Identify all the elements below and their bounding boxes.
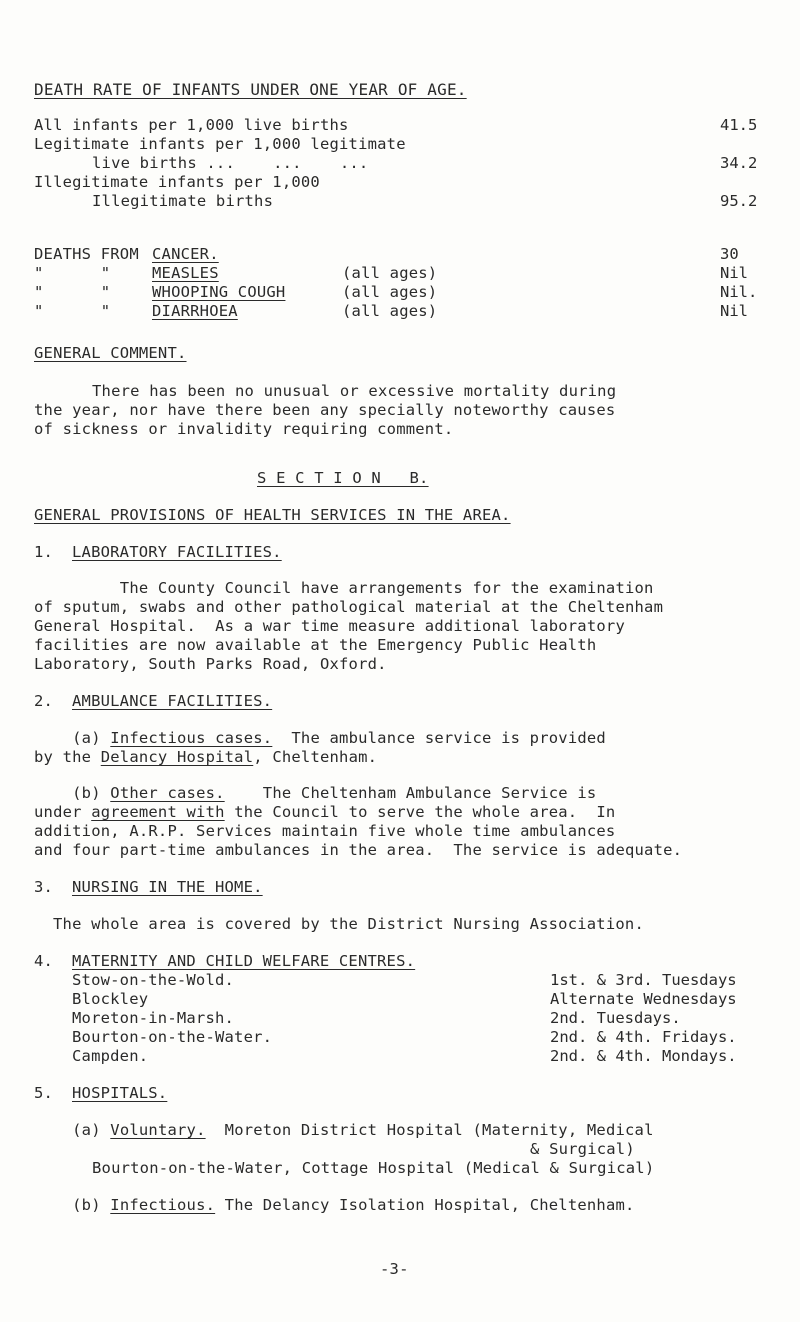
- lab-num: 1.: [34, 543, 54, 561]
- row2-label-a: Legitimate infants per 1,000 legitimate: [34, 135, 406, 153]
- row3-label-a: Illegitimate infants per 1,000: [34, 173, 320, 191]
- ambulance-b-line1: [34, 786, 596, 802]
- nursing-num: 3.: [34, 878, 54, 896]
- deaths-ditto-0: DEATHS FROM: [34, 245, 139, 263]
- ambulance-b-agree: agreement with: [91, 803, 225, 821]
- ambulance-a-label: Infectious cases.: [110, 729, 273, 747]
- centre-day-3: 2nd. & 4th. Fridays.: [550, 1028, 737, 1046]
- ambulance-b-line4: and four part-time ambulances in the area. The service is adequate.: [34, 841, 683, 859]
- lab-line-0: The County Council have arrangements for the examination: [34, 579, 654, 597]
- nursing-heading: NURSING IN THE HOME.: [72, 878, 263, 896]
- centre-day-4: 2nd. & 4th. Mondays.: [550, 1047, 737, 1065]
- hospitals-a-prefix: (a): [72, 1121, 111, 1139]
- hospitals-a-line2: & Surgical): [530, 1140, 635, 1158]
- ambulance-a-post: , Cheltenham.: [253, 748, 378, 766]
- centre-place-0: Stow-on-the-Wold.: [72, 971, 235, 989]
- deaths-cause-2: WHOOPING COUGH: [152, 283, 286, 301]
- deaths-cause-1: MEASLES: [152, 264, 219, 282]
- lab-line-1: of sputum, swabs and other pathological material at the Cheltenham: [34, 598, 664, 616]
- lab-heading: LABORATORY FACILITIES.: [72, 543, 282, 561]
- deaths-ages-2: (all ages): [342, 283, 438, 301]
- general-comment-line-1: the year, nor have there been any specially noteworthy causes: [34, 401, 616, 419]
- row2-value: 34.2: [720, 154, 758, 172]
- hospitals-b-line: [34, 1198, 635, 1214]
- row1-label: All infants per 1,000 live births: [34, 116, 349, 134]
- deaths-cause-0: CANCER.: [152, 245, 219, 263]
- hospitals-num: 5.: [34, 1084, 54, 1102]
- hospitals-a-label: Voluntary.: [110, 1121, 206, 1139]
- ambulance-b-pre: under: [34, 803, 92, 821]
- hospitals-b-prefix: (b): [72, 1196, 111, 1214]
- ambulance-a-pre: by the: [34, 748, 101, 766]
- deaths-ages-3: (all ages): [342, 302, 438, 320]
- lab-line-4: Laboratory, South Parks Road, Oxford.: [34, 655, 387, 673]
- ambulance-a-line1: [34, 731, 606, 747]
- ambulance-a-hosp: Delancy Hospital: [100, 748, 254, 766]
- centre-place-3: Bourton-on-the-Water.: [72, 1028, 273, 1046]
- deaths-ages-1: (all ages): [342, 264, 438, 282]
- deaths-cause-3: DIARRHOEA: [152, 302, 238, 320]
- maternity-heading: MATERNITY AND CHILD WELFARE CENTRES.: [72, 952, 416, 970]
- hospitals-b-rest: The Delancy Isolation Hospital, Cheltenham.: [215, 1196, 635, 1214]
- hospitals-heading: HOSPITALS.: [72, 1084, 168, 1102]
- ambulance-b-post: the Council to serve the whole area. In: [224, 803, 616, 821]
- general-comment-line-2: of sickness or invalidity requiring comment.: [34, 420, 454, 438]
- centre-place-2: Moreton-in-Marsh.: [72, 1009, 235, 1027]
- section-title: S E C T I O N B.: [257, 469, 429, 487]
- centre-day-0: 1st. & 3rd. Tuesdays: [550, 971, 737, 989]
- centre-day-1: Alternate Wednesdays: [550, 990, 737, 1008]
- centre-place-1: Blockley: [72, 990, 149, 1008]
- ambulance-b-line3: addition, A.R.P. Services maintain five whole time ambulances: [34, 822, 616, 840]
- general-comment-line-0: There has been no unusual or excessive mortality during: [92, 382, 617, 400]
- deaths-ditto-1: " ": [34, 264, 111, 282]
- ambulance-a-line2: [34, 750, 377, 766]
- ambulance-heading: AMBULANCE FACILITIES.: [72, 692, 273, 710]
- deaths-value-2: Nil.: [720, 283, 758, 301]
- ambulance-num: 2.: [34, 692, 54, 710]
- section-heading: GENERAL PROVISIONS OF HEALTH SERVICES IN THE AREA.: [34, 506, 511, 524]
- ambulance-a-rest: The ambulance service is provided: [272, 729, 606, 747]
- hospitals-a-line1: [34, 1123, 654, 1139]
- lab-line-3: facilities are now available at the Emergency Public Health: [34, 636, 597, 654]
- maternity-num: 4.: [34, 952, 54, 970]
- hospitals-a-rest: Moreton District Hospital (Maternity, Medical: [205, 1121, 654, 1139]
- deaths-ditto-2: " ": [34, 283, 111, 301]
- ambulance-b-line2: [34, 805, 615, 821]
- infant-mortality-heading: DEATH RATE OF INFANTS UNDER ONE YEAR OF AGE.: [34, 80, 467, 99]
- deaths-value-1: Nil: [720, 264, 748, 282]
- row2-label-b: live births ... ... ...: [92, 154, 369, 172]
- hospitals-a-line3: Bourton-on-the-Water, Cottage Hospital (Medical & Surgical): [92, 1159, 655, 1177]
- ambulance-b-rest: The Cheltenham Ambulance Service is: [224, 784, 597, 802]
- centre-day-2: 2nd. Tuesdays.: [550, 1009, 681, 1027]
- ambulance-b-prefix: (b): [72, 784, 111, 802]
- deaths-value-0: 30: [720, 245, 739, 263]
- deaths-value-3: Nil: [720, 302, 748, 320]
- ambulance-a-prefix: (a): [72, 729, 111, 747]
- general-comment-heading: GENERAL COMMENT.: [34, 344, 187, 362]
- row3-label-b: Illegitimate births: [92, 192, 274, 210]
- row3-value: 95.2: [720, 192, 758, 210]
- ambulance-b-label: Other cases.: [110, 784, 225, 802]
- hospitals-b-label: Infectious.: [110, 1196, 216, 1214]
- deaths-ditto-3: " ": [34, 302, 111, 320]
- lab-line-2: General Hospital. As a war time measure additional laboratory: [34, 617, 625, 635]
- nursing-line: The whole area is covered by the District Nursing Association.: [53, 915, 644, 933]
- page-number: -3-: [380, 1260, 409, 1278]
- centre-place-4: Campden.: [72, 1047, 149, 1065]
- row1-value: 41.5: [720, 116, 758, 134]
